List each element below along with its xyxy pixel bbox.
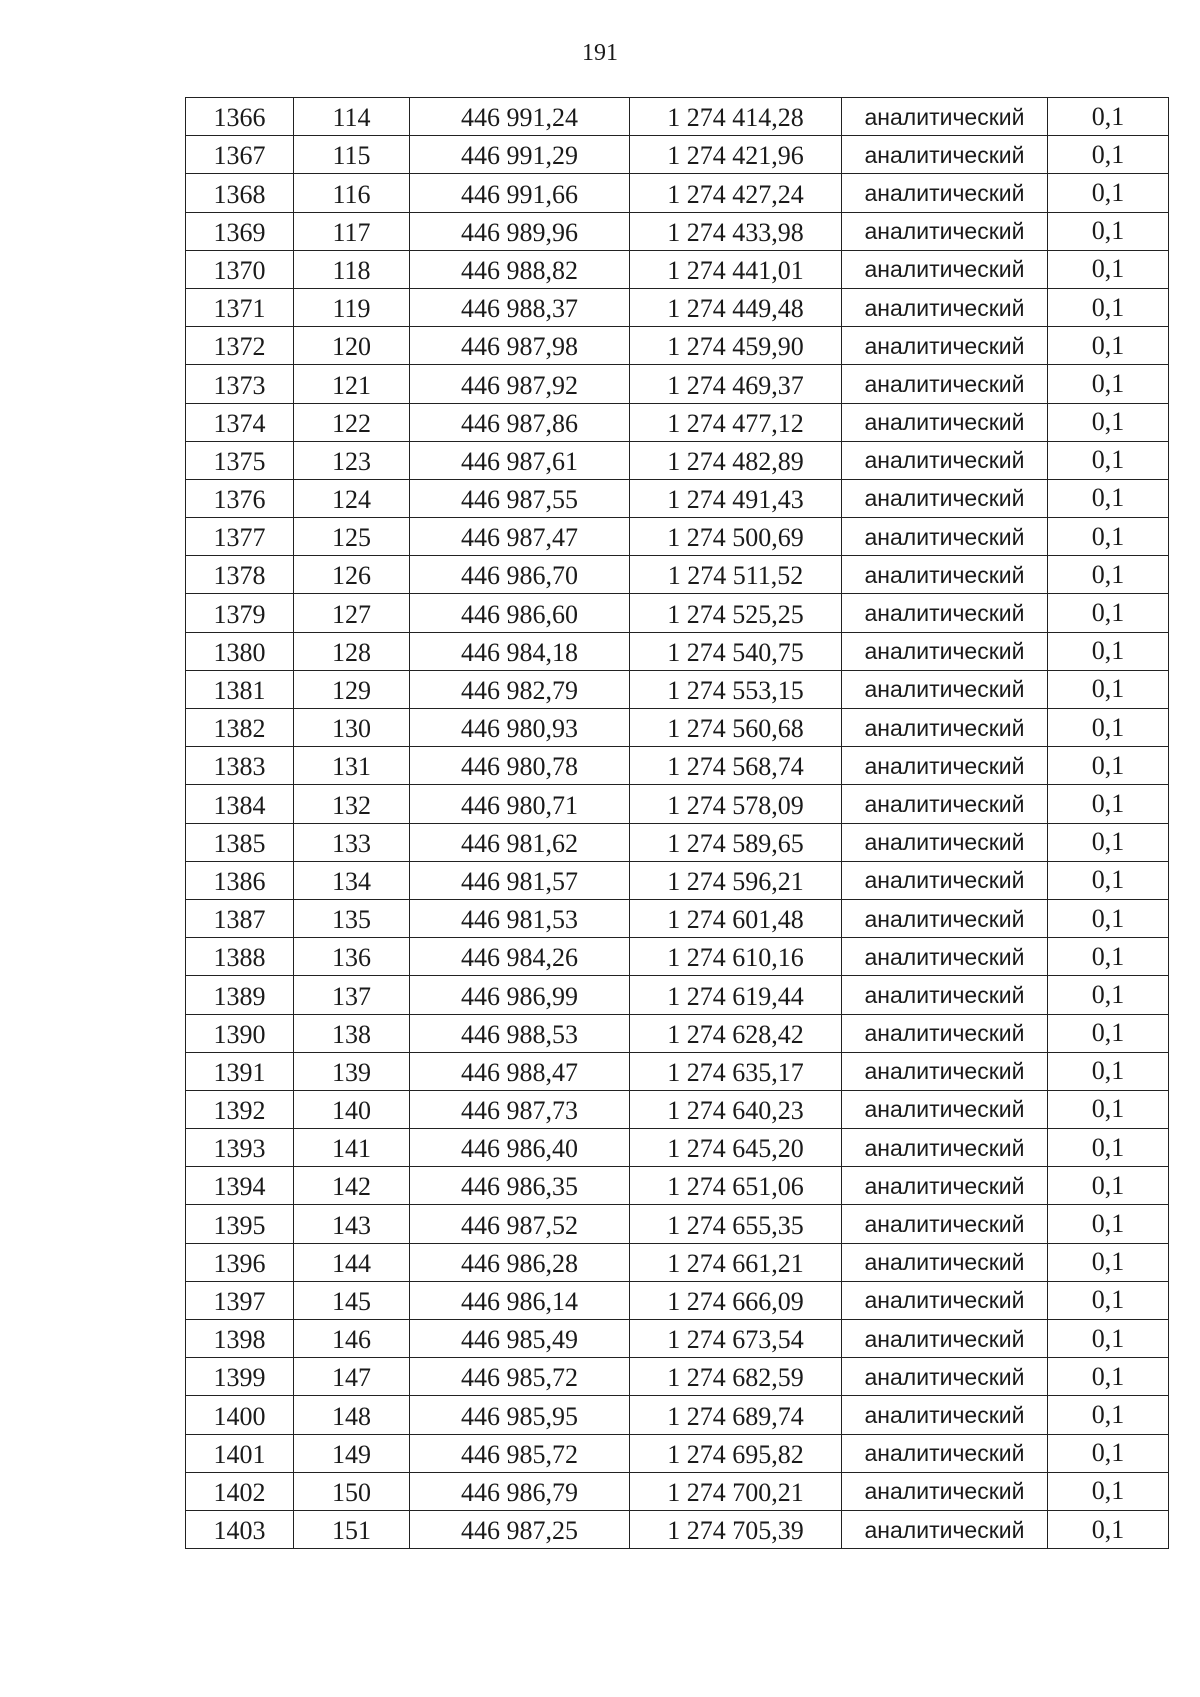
local-number-cell: 141 [294,1129,410,1167]
y-coordinate-cell: 1 274 553,15 [630,670,842,708]
local-number-cell: 127 [294,594,410,632]
y-coordinate-cell: 1 274 491,43 [630,479,842,517]
point-number-cell: 1385 [186,823,294,861]
point-number-cell: 1369 [186,212,294,250]
method-cell: аналитический [842,670,1048,708]
method-cell: аналитический [842,899,1048,937]
local-number-cell: 148 [294,1396,410,1434]
x-coordinate-cell: 446 986,60 [410,594,630,632]
x-coordinate-cell: 446 980,93 [410,709,630,747]
y-coordinate-cell: 1 274 427,24 [630,174,842,212]
point-number-cell: 1381 [186,670,294,708]
x-coordinate-cell: 446 986,40 [410,1129,630,1167]
method-cell: аналитический [842,327,1048,365]
method-cell: аналитический [842,976,1048,1014]
local-number-cell: 120 [294,327,410,365]
table-row [186,288,1169,326]
method-cell: аналитический [842,823,1048,861]
local-number-cell: 147 [294,1358,410,1396]
accuracy-cell: 0,1 [1048,556,1169,594]
x-coordinate-cell: 446 981,57 [410,861,630,899]
local-number-cell: 123 [294,441,410,479]
point-number-cell: 1375 [186,441,294,479]
table-row [186,747,1169,785]
local-number-cell: 131 [294,747,410,785]
table-row [186,1396,1169,1434]
method-cell: аналитический [842,1052,1048,1090]
accuracy-cell: 0,1 [1048,1358,1169,1396]
y-coordinate-cell: 1 274 482,89 [630,441,842,479]
y-coordinate-cell: 1 274 645,20 [630,1129,842,1167]
y-coordinate-cell: 1 274 414,28 [630,98,842,136]
y-coordinate-cell: 1 274 682,59 [630,1358,842,1396]
local-number-cell: 145 [294,1281,410,1319]
point-number-cell: 1391 [186,1052,294,1090]
local-number-cell: 128 [294,632,410,670]
x-coordinate-cell: 446 991,24 [410,98,630,136]
point-number-cell: 1402 [186,1472,294,1510]
method-cell: аналитический [842,479,1048,517]
accuracy-cell: 0,1 [1048,1090,1169,1128]
y-coordinate-cell: 1 274 500,69 [630,518,842,556]
point-number-cell: 1368 [186,174,294,212]
method-cell: аналитический [842,98,1048,136]
x-coordinate-cell: 446 989,96 [410,212,630,250]
table-row [186,899,1169,937]
local-number-cell: 140 [294,1090,410,1128]
local-number-cell: 133 [294,823,410,861]
accuracy-cell: 0,1 [1048,518,1169,556]
local-number-cell: 114 [294,98,410,136]
accuracy-cell: 0,1 [1048,899,1169,937]
point-number-cell: 1399 [186,1358,294,1396]
accuracy-cell: 0,1 [1048,212,1169,250]
accuracy-cell: 0,1 [1048,288,1169,326]
y-coordinate-cell: 1 274 525,25 [630,594,842,632]
table-row [186,556,1169,594]
method-cell: аналитический [842,136,1048,174]
accuracy-cell: 0,1 [1048,1396,1169,1434]
y-coordinate-cell: 1 274 578,09 [630,785,842,823]
accuracy-cell: 0,1 [1048,1052,1169,1090]
x-coordinate-cell: 446 982,79 [410,670,630,708]
method-cell: аналитический [842,861,1048,899]
local-number-cell: 117 [294,212,410,250]
method-cell: аналитический [842,1358,1048,1396]
table-row [186,670,1169,708]
table-row [186,785,1169,823]
y-coordinate-cell: 1 274 540,75 [630,632,842,670]
local-number-cell: 126 [294,556,410,594]
point-number-cell: 1395 [186,1205,294,1243]
method-cell: аналитический [842,250,1048,288]
accuracy-cell: 0,1 [1048,785,1169,823]
local-number-cell: 144 [294,1243,410,1281]
table-row [186,250,1169,288]
y-coordinate-cell: 1 274 601,48 [630,899,842,937]
table-row [186,1358,1169,1396]
table-row [186,1281,1169,1319]
y-coordinate-cell: 1 274 459,90 [630,327,842,365]
x-coordinate-cell: 446 988,37 [410,288,630,326]
accuracy-cell: 0,1 [1048,441,1169,479]
y-coordinate-cell: 1 274 511,52 [630,556,842,594]
accuracy-cell: 0,1 [1048,594,1169,632]
point-number-cell: 1370 [186,250,294,288]
method-cell: аналитический [842,1090,1048,1128]
point-number-cell: 1372 [186,327,294,365]
local-number-cell: 139 [294,1052,410,1090]
method-cell: аналитический [842,1510,1048,1548]
x-coordinate-cell: 446 988,53 [410,1014,630,1052]
y-coordinate-cell: 1 274 421,96 [630,136,842,174]
x-coordinate-cell: 446 980,71 [410,785,630,823]
method-cell: аналитический [842,1167,1048,1205]
x-coordinate-cell: 446 981,62 [410,823,630,861]
table-row [186,1129,1169,1167]
y-coordinate-cell: 1 274 666,09 [630,1281,842,1319]
x-coordinate-cell: 446 987,61 [410,441,630,479]
table-row [186,1205,1169,1243]
method-cell: аналитический [842,1320,1048,1358]
y-coordinate-cell: 1 274 469,37 [630,365,842,403]
y-coordinate-cell: 1 274 610,16 [630,938,842,976]
accuracy-cell: 0,1 [1048,1281,1169,1319]
point-number-cell: 1403 [186,1510,294,1548]
point-number-cell: 1396 [186,1243,294,1281]
accuracy-cell: 0,1 [1048,174,1169,212]
x-coordinate-cell: 446 987,86 [410,403,630,441]
x-coordinate-cell: 446 981,53 [410,899,630,937]
x-coordinate-cell: 446 987,55 [410,479,630,517]
accuracy-cell: 0,1 [1048,1167,1169,1205]
method-cell: аналитический [842,288,1048,326]
point-number-cell: 1384 [186,785,294,823]
x-coordinate-cell: 446 987,73 [410,1090,630,1128]
method-cell: аналитический [842,938,1048,976]
point-number-cell: 1383 [186,747,294,785]
local-number-cell: 125 [294,518,410,556]
method-cell: аналитический [842,594,1048,632]
accuracy-cell: 0,1 [1048,479,1169,517]
method-cell: аналитический [842,403,1048,441]
point-number-cell: 1366 [186,98,294,136]
local-number-cell: 118 [294,250,410,288]
method-cell: аналитический [842,1281,1048,1319]
table-row [186,174,1169,212]
table-row [186,365,1169,403]
x-coordinate-cell: 446 985,72 [410,1434,630,1472]
x-coordinate-cell: 446 985,72 [410,1358,630,1396]
method-cell: аналитический [842,747,1048,785]
point-number-cell: 1373 [186,365,294,403]
coordinates-table [185,97,1169,1549]
local-number-cell: 142 [294,1167,410,1205]
x-coordinate-cell: 446 986,79 [410,1472,630,1510]
table-row [186,632,1169,670]
method-cell: аналитический [842,1205,1048,1243]
table-row [186,1052,1169,1090]
y-coordinate-cell: 1 274 560,68 [630,709,842,747]
point-number-cell: 1374 [186,403,294,441]
y-coordinate-cell: 1 274 596,21 [630,861,842,899]
point-number-cell: 1401 [186,1434,294,1472]
x-coordinate-cell: 446 985,95 [410,1396,630,1434]
method-cell: аналитический [842,1014,1048,1052]
accuracy-cell: 0,1 [1048,1205,1169,1243]
point-number-cell: 1398 [186,1320,294,1358]
point-number-cell: 1393 [186,1129,294,1167]
accuracy-cell: 0,1 [1048,747,1169,785]
table-row [186,1434,1169,1472]
point-number-cell: 1390 [186,1014,294,1052]
accuracy-cell: 0,1 [1048,632,1169,670]
x-coordinate-cell: 446 986,35 [410,1167,630,1205]
y-coordinate-cell: 1 274 661,21 [630,1243,842,1281]
accuracy-cell: 0,1 [1048,98,1169,136]
accuracy-cell: 0,1 [1048,938,1169,976]
table-row [186,136,1169,174]
y-coordinate-cell: 1 274 477,12 [630,403,842,441]
accuracy-cell: 0,1 [1048,1129,1169,1167]
x-coordinate-cell: 446 987,47 [410,518,630,556]
accuracy-cell: 0,1 [1048,403,1169,441]
point-number-cell: 1397 [186,1281,294,1319]
local-number-cell: 143 [294,1205,410,1243]
x-coordinate-cell: 446 987,52 [410,1205,630,1243]
table-row [186,1243,1169,1281]
y-coordinate-cell: 1 274 619,44 [630,976,842,1014]
table-row [186,861,1169,899]
y-coordinate-cell: 1 274 628,42 [630,1014,842,1052]
point-number-cell: 1394 [186,1167,294,1205]
method-cell: аналитический [842,785,1048,823]
x-coordinate-cell: 446 986,70 [410,556,630,594]
method-cell: аналитический [842,518,1048,556]
y-coordinate-cell: 1 274 651,06 [630,1167,842,1205]
method-cell: аналитический [842,1129,1048,1167]
x-coordinate-cell: 446 980,78 [410,747,630,785]
point-number-cell: 1389 [186,976,294,1014]
y-coordinate-cell: 1 274 433,98 [630,212,842,250]
x-coordinate-cell: 446 988,82 [410,250,630,288]
y-coordinate-cell: 1 274 695,82 [630,1434,842,1472]
y-coordinate-cell: 1 274 700,21 [630,1472,842,1510]
x-coordinate-cell: 446 986,28 [410,1243,630,1281]
local-number-cell: 130 [294,709,410,747]
method-cell: аналитический [842,212,1048,250]
table-row [186,709,1169,747]
table-row [186,823,1169,861]
y-coordinate-cell: 1 274 441,01 [630,250,842,288]
table-row [186,1090,1169,1128]
table-row [186,403,1169,441]
local-number-cell: 151 [294,1510,410,1548]
table-row [186,441,1169,479]
accuracy-cell: 0,1 [1048,861,1169,899]
method-cell: аналитический [842,556,1048,594]
table-row [186,594,1169,632]
method-cell: аналитический [842,709,1048,747]
accuracy-cell: 0,1 [1048,823,1169,861]
accuracy-cell: 0,1 [1048,670,1169,708]
accuracy-cell: 0,1 [1048,327,1169,365]
x-coordinate-cell: 446 986,99 [410,976,630,1014]
local-number-cell: 150 [294,1472,410,1510]
local-number-cell: 129 [294,670,410,708]
point-number-cell: 1400 [186,1396,294,1434]
x-coordinate-cell: 446 986,14 [410,1281,630,1319]
point-number-cell: 1371 [186,288,294,326]
table-row [186,1167,1169,1205]
x-coordinate-cell: 446 987,92 [410,365,630,403]
accuracy-cell: 0,1 [1048,1320,1169,1358]
x-coordinate-cell: 446 984,18 [410,632,630,670]
point-number-cell: 1379 [186,594,294,632]
accuracy-cell: 0,1 [1048,1014,1169,1052]
point-number-cell: 1386 [186,861,294,899]
accuracy-cell: 0,1 [1048,1434,1169,1472]
table-row [186,1320,1169,1358]
local-number-cell: 116 [294,174,410,212]
accuracy-cell: 0,1 [1048,709,1169,747]
point-number-cell: 1388 [186,938,294,976]
y-coordinate-cell: 1 274 449,48 [630,288,842,326]
point-number-cell: 1378 [186,556,294,594]
table-row [186,327,1169,365]
point-number-cell: 1376 [186,479,294,517]
accuracy-cell: 0,1 [1048,250,1169,288]
local-number-cell: 132 [294,785,410,823]
method-cell: аналитический [842,1434,1048,1472]
table-body [186,98,1169,1549]
local-number-cell: 119 [294,288,410,326]
local-number-cell: 121 [294,365,410,403]
accuracy-cell: 0,1 [1048,365,1169,403]
local-number-cell: 136 [294,938,410,976]
y-coordinate-cell: 1 274 655,35 [630,1205,842,1243]
point-number-cell: 1392 [186,1090,294,1128]
local-number-cell: 135 [294,899,410,937]
table-row [186,938,1169,976]
local-number-cell: 146 [294,1320,410,1358]
method-cell: аналитический [842,441,1048,479]
accuracy-cell: 0,1 [1048,1510,1169,1548]
accuracy-cell: 0,1 [1048,976,1169,1014]
method-cell: аналитический [842,365,1048,403]
local-number-cell: 138 [294,1014,410,1052]
accuracy-cell: 0,1 [1048,1472,1169,1510]
y-coordinate-cell: 1 274 689,74 [630,1396,842,1434]
x-coordinate-cell: 446 985,49 [410,1320,630,1358]
accuracy-cell: 0,1 [1048,136,1169,174]
point-number-cell: 1382 [186,709,294,747]
method-cell: аналитический [842,632,1048,670]
method-cell: аналитический [842,1243,1048,1281]
table-row [186,479,1169,517]
table-row [186,1510,1169,1548]
table-row [186,976,1169,1014]
x-coordinate-cell: 446 987,98 [410,327,630,365]
x-coordinate-cell: 446 987,25 [410,1510,630,1548]
local-number-cell: 115 [294,136,410,174]
y-coordinate-cell: 1 274 640,23 [630,1090,842,1128]
method-cell: аналитический [842,174,1048,212]
page-number: 191 [582,40,618,66]
local-number-cell: 134 [294,861,410,899]
point-number-cell: 1380 [186,632,294,670]
x-coordinate-cell: 446 991,29 [410,136,630,174]
method-cell: аналитический [842,1396,1048,1434]
x-coordinate-cell: 446 984,26 [410,938,630,976]
local-number-cell: 124 [294,479,410,517]
point-number-cell: 1377 [186,518,294,556]
table-row [186,1014,1169,1052]
local-number-cell: 137 [294,976,410,1014]
point-number-cell: 1367 [186,136,294,174]
table-row [186,518,1169,556]
local-number-cell: 149 [294,1434,410,1472]
point-number-cell: 1387 [186,899,294,937]
x-coordinate-cell: 446 991,66 [410,174,630,212]
table-row [186,98,1169,136]
table-row [186,212,1169,250]
y-coordinate-cell: 1 274 568,74 [630,747,842,785]
accuracy-cell: 0,1 [1048,1243,1169,1281]
method-cell: аналитический [842,1472,1048,1510]
y-coordinate-cell: 1 274 673,54 [630,1320,842,1358]
y-coordinate-cell: 1 274 635,17 [630,1052,842,1090]
y-coordinate-cell: 1 274 589,65 [630,823,842,861]
table-row [186,1472,1169,1510]
y-coordinate-cell: 1 274 705,39 [630,1510,842,1548]
x-coordinate-cell: 446 988,47 [410,1052,630,1090]
local-number-cell: 122 [294,403,410,441]
